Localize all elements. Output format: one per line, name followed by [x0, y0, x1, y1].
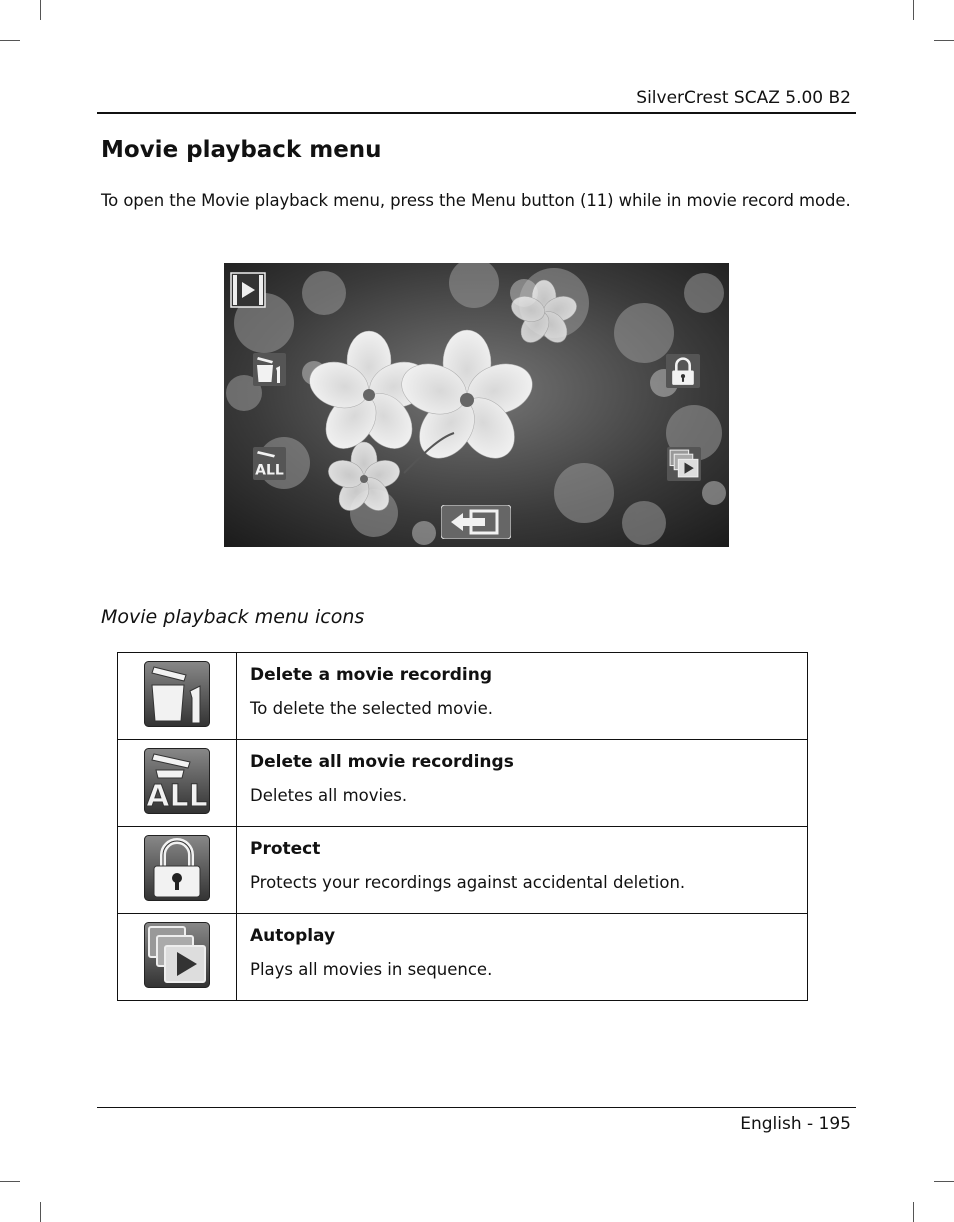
svg-text:ALL: ALL: [146, 779, 208, 814]
icon-cell: [118, 827, 237, 914]
svg-text:ALL: ALL: [255, 462, 284, 479]
text-cell: [237, 740, 808, 827]
crop-mark: [0, 40, 20, 41]
crop-mark: [913, 0, 914, 20]
footer-rule: [97, 1107, 856, 1108]
item-desc: Protects your recordings against accidental deletion.: [250, 873, 686, 892]
table-row: [118, 653, 808, 740]
page-number: English - 195: [740, 1114, 851, 1134]
text-cell: [237, 914, 808, 1001]
icon-cell: [118, 914, 237, 1001]
crop-mark: [934, 40, 954, 41]
icon-cell: [118, 740, 237, 827]
table-row: [118, 914, 808, 1001]
icon-table: [117, 652, 808, 1001]
crop-mark: [40, 0, 41, 20]
header-product: SilverCrest SCAZ 5.00 B2: [636, 88, 851, 108]
item-desc: Deletes all movies.: [250, 786, 408, 805]
back-icon[interactable]: [441, 505, 511, 539]
item-desc: Plays all movies in sequence.: [250, 960, 493, 979]
table-row: [118, 740, 808, 827]
autoplay-icon[interactable]: [667, 447, 701, 481]
movie-playback-icon: [230, 272, 266, 308]
icon-cell: [118, 653, 237, 740]
item-title: Delete a movie recording: [250, 665, 493, 685]
header-rule: [97, 112, 856, 114]
item-title: Delete all movie recordings: [250, 752, 514, 772]
item-desc: To delete the selected movie.: [250, 699, 493, 718]
item-title: Autoplay: [250, 926, 336, 946]
page-title: Movie playback menu: [101, 137, 382, 163]
crop-mark: [913, 1202, 914, 1222]
delete-one-icon[interactable]: [253, 353, 286, 386]
crop-mark: [0, 1181, 20, 1182]
crop-mark: [934, 1181, 954, 1182]
protect-lock-icon[interactable]: [666, 354, 700, 388]
text-cell: [237, 653, 808, 740]
lock-icon: [144, 835, 210, 901]
item-title: Protect: [250, 839, 321, 859]
autoplay-icon: [144, 922, 210, 988]
table-row: [118, 827, 808, 914]
crop-mark: [40, 1202, 41, 1222]
delete-all-icon: [144, 748, 210, 814]
delete-one-icon: [144, 661, 210, 727]
delete-all-icon[interactable]: [253, 447, 286, 480]
camera-screen: [224, 263, 729, 547]
intro-text: To open the Movie playback menu, press the Menu button (11) while in movie record mode.: [101, 191, 851, 210]
section-title: Movie playback menu icons: [101, 606, 365, 628]
text-cell: [237, 827, 808, 914]
